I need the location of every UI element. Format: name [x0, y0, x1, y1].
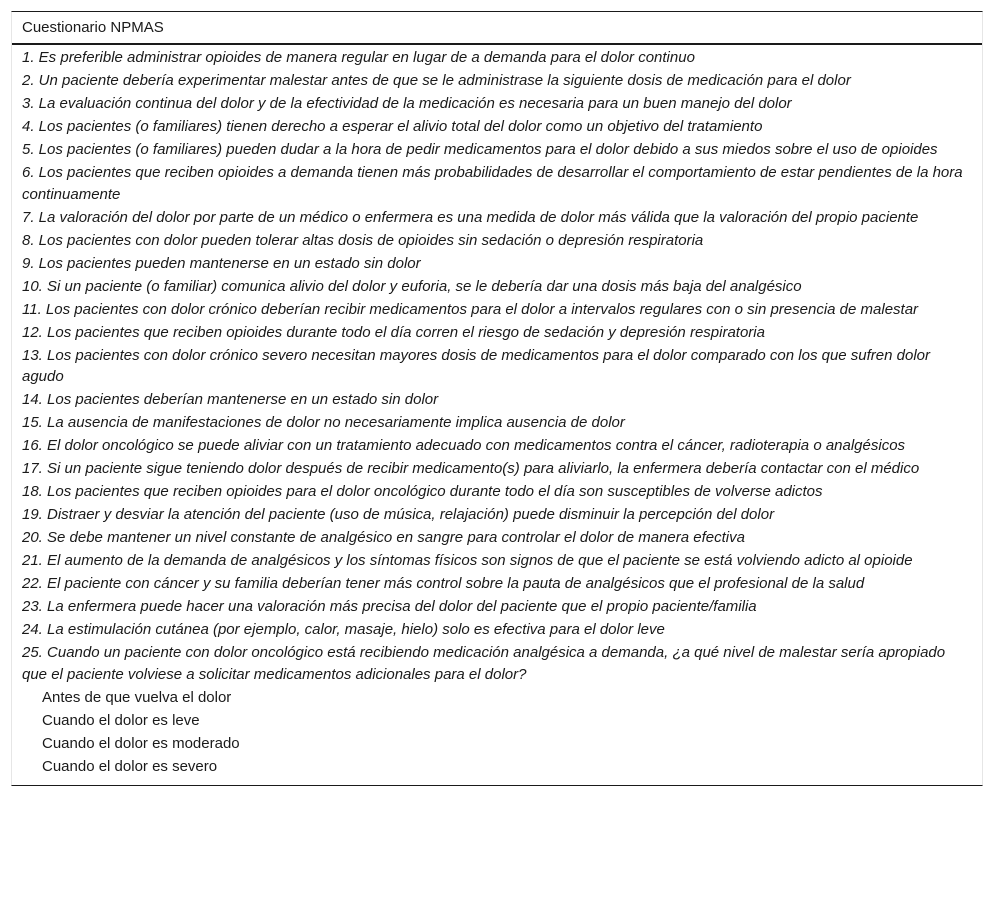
question-item: 12. Los pacientes que reciben opioides durante todo el día corren el riesgo de sedación y depresión respiratoria: [22, 323, 765, 341]
question-item: 8. Los pacientes con dolor pueden tolerar altas dosis de opioides sin sedación o depresión respiratoria: [22, 231, 704, 249]
question-item: 25. Cuando un paciente con dolor oncológico está recibiendo medicación analgésica a demanda, ¿a qué nivel de malestar sería apropiado que el paciente volviese a solicitar medicamentos adicionales para el dolor?: [22, 644, 946, 683]
question-item: 7. La valoración del dolor por parte de un médico o enfermera es una medida de dolor más válida que la valoración del propio paciente: [22, 208, 919, 226]
question-item: 5. Los pacientes (o familiares) pueden dudar a la hora de pedir medicamentos para el dolor debido a sus miedos sobre el uso de opioides: [22, 141, 938, 158]
question-item: 20. Se debe mantener un nivel constante de analgésico en sangre para controlar el dolor de manera efectiva: [22, 529, 745, 546]
question-item: 23. La enfermera puede hacer una valoración más precisa del dolor del paciente que el propio paciente/familia: [22, 598, 757, 615]
question-item: 3. La evaluación continua del dolor y de la efectividad de la medicación es necesaria para un buen manejo del dolor: [22, 95, 792, 112]
question-item: 4. Los pacientes (o familiares) tienen derecho a esperar el alivio total del dolor como un objetivo del tratamiento: [22, 118, 763, 135]
answer-option: Cuando el dolor es severo: [42, 757, 218, 775]
question-item: 1. Es preferible administrar opioides de manera regular en lugar de a demanda para el dolor continuo: [22, 49, 695, 66]
question-item: 13. Los pacientes con dolor crónico severo necesitan mayores dosis de medicamentos para el dolor comparado con los que sufren dolor agudo: [22, 346, 931, 385]
question-item: 11. Los pacientes con dolor crónico deberían recibir medicamentos para el dolor a intervalos regulares con o sin presencia de malestar: [22, 300, 919, 318]
question-item: 19. Distraer y desviar la atención del paciente (uso de música, relajación) puede disminuir la percepción del dolor: [22, 506, 775, 523]
question-item: 2. Un paciente debería experimentar malestar antes de que se le administrase la siguiente dosis de medicación para el dolor: [22, 72, 851, 89]
question-item: 17. Si un paciente sigue teniendo dolor después de recibir medicamento(s) para aliviarlo, la enfermera debería contactar con el médico: [22, 460, 920, 477]
question-item: 18. Los pacientes que reciben opioides para el dolor oncológico durante todo el día son susceptibles de volverse adictos: [22, 483, 823, 500]
table-header: [12, 12, 982, 45]
answer-option: Antes de que vuelva el dolor: [42, 688, 232, 706]
question-item: 15. La ausencia de manifestaciones de dolor no necesariamente implica ausencia de dolor: [22, 414, 625, 431]
question-item: 9. Los pacientes pueden mantenerse en un estado sin dolor: [22, 254, 421, 272]
question-item: 10. Si un paciente (o familiar) comunica alivio del dolor y euforia, se le debería dar una dosis más baja del analgésico: [22, 277, 802, 295]
answer-option: Cuando el dolor es moderado: [42, 734, 240, 752]
questionnaire-table: [11, 11, 983, 786]
question-item: 22. El paciente con cáncer y su familia deberían tener más control sobre la pauta de analgésicos que el profesional de la salud: [22, 575, 865, 592]
question-item: 21. El aumento de la demanda de analgésicos y los síntomas físicos son signos de que el paciente se está volviendo adicto al opioide: [22, 552, 913, 569]
table-title: Cuestionario NPMAS: [22, 19, 164, 36]
question-item: 24. La estimulación cutánea (por ejemplo, calor, masaje, hielo) solo es efectiva para el dolor leve: [22, 621, 665, 638]
question-item: 6. Los pacientes que reciben opioides a demanda tienen más probabilidades de desarrollar el comportamiento de estar pendientes de la hora continuamente: [22, 164, 963, 203]
answer-option: Cuando el dolor es leve: [42, 711, 200, 729]
question-item: 16. El dolor oncológico se puede aliviar con un tratamiento adecuado con medicamentos contra el cáncer, radioterapia o analgésicos: [22, 437, 906, 454]
question-item: 14. Los pacientes deberían mantenerse en un estado sin dolor: [22, 391, 439, 408]
table-body: [12, 45, 982, 785]
